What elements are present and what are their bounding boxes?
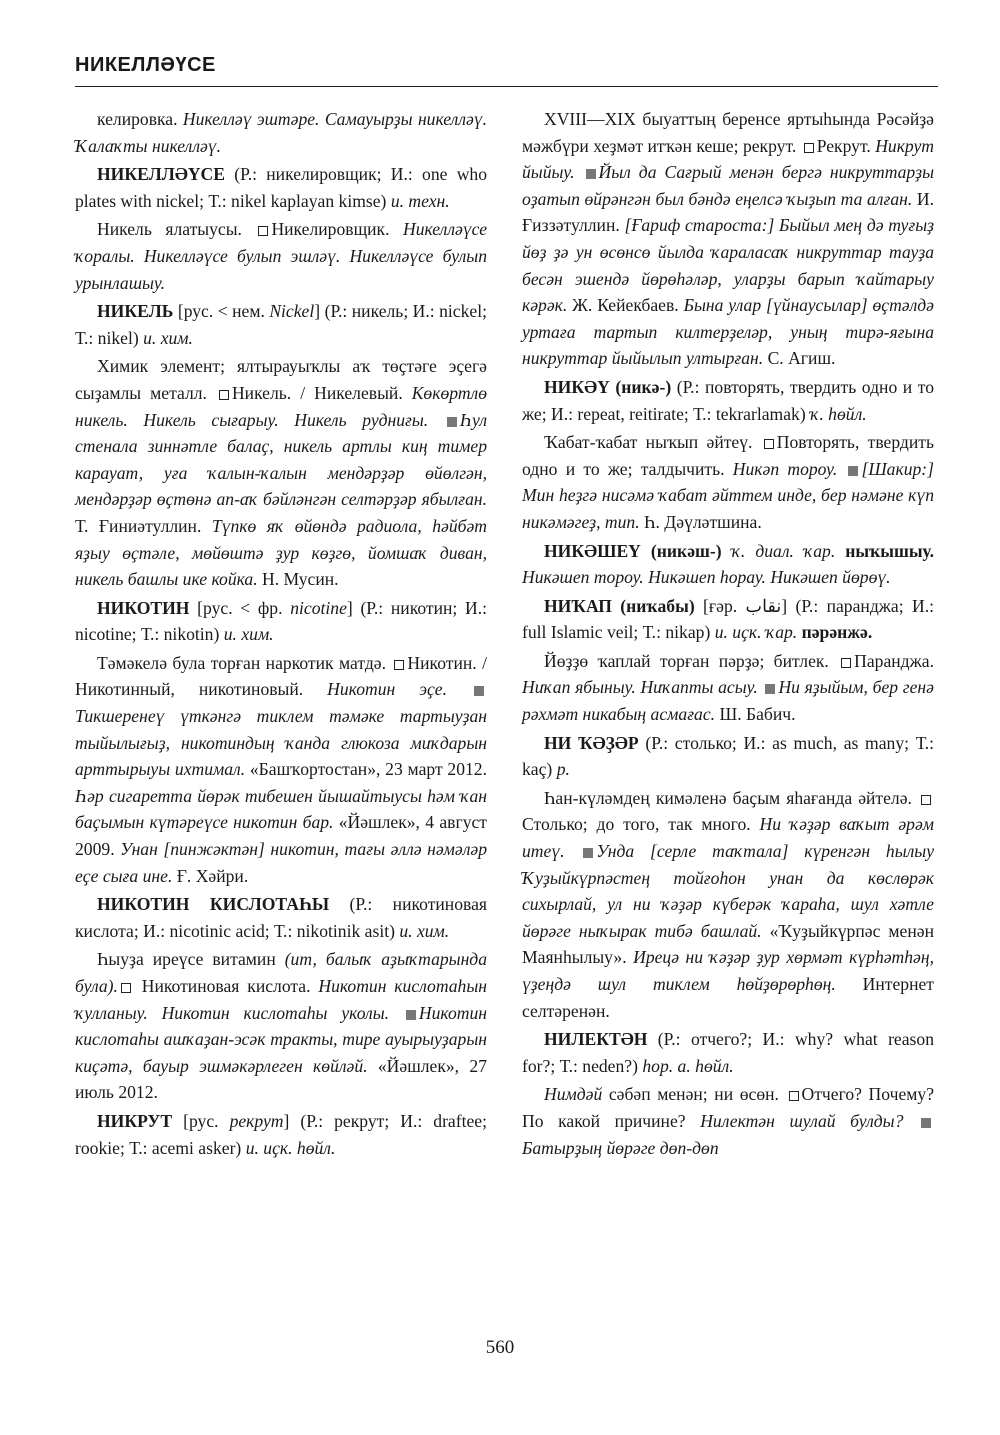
quotation-source: «Башҡортостан», 23 март 2012. xyxy=(245,759,487,780)
entry-text: ] (Р.: рекрут; И.: draftee; rookie; Т.: acemi asker) xyxy=(75,1110,487,1158)
translation-square-icon xyxy=(841,658,851,668)
dictionary-entry xyxy=(522,730,934,783)
translation-square-icon xyxy=(258,226,268,236)
example-text: Никотин эҫе. xyxy=(327,679,471,700)
quotation-text: Һул стенала зиннәтле балаҫ, никель артлы киң тимер карауат, уға ҡалын-ҡалын мендәрҙәр өйөлгән, мендәрҙәр өҫтөнә ап-аҡ бәйләнгән селтәрҙәр ябылған. xyxy=(75,409,487,510)
translation-square-icon xyxy=(789,1091,799,1101)
entry-headword: НИКРУТ xyxy=(97,1110,173,1131)
quotation-source: Т. Ғиниәтуллин. xyxy=(75,515,212,536)
entry-headword: НИКОТИН КИСЛОТАҺЫ xyxy=(97,894,330,915)
grammar-label: и. хим. xyxy=(223,624,274,645)
grammar-label: и. иҫк. һөйл. xyxy=(245,1137,336,1158)
quotation-source: «Йәшлек», 27 июль 2012. xyxy=(75,1055,487,1103)
quotation-source: И. Ғиззәтуллин. xyxy=(522,188,934,236)
quotation-square-icon xyxy=(586,169,596,179)
grammar-label: и. техн. xyxy=(390,190,450,211)
quotation-text: Йыл да Сағрый менән бергә никруттарҙы оҙатып өйрәнгән был бәндә еңелсә ҡыҙып та алған. xyxy=(522,162,934,209)
translation-square-icon xyxy=(394,660,404,670)
dictionary-entry xyxy=(75,298,487,351)
quotation-source: С. Агиш. xyxy=(763,348,836,369)
translation-square-icon xyxy=(764,439,774,449)
dictionary-entry xyxy=(522,374,934,427)
entry-text: (Р.: столько; И.: as much, as many; Т.: kaç) xyxy=(522,732,934,780)
entry-text: Һан-күләмдең кимәленә баҫым яһағанда әйтелә. xyxy=(544,787,918,808)
translation-square-icon xyxy=(219,390,229,400)
entry-text: ] (Р.: никель; И.: nickel; Т.: nikel) xyxy=(75,301,487,348)
quotation-square-icon xyxy=(583,848,593,858)
translation-text: Паранджа. xyxy=(854,650,934,671)
entry-text xyxy=(722,541,732,561)
definition-paragraph xyxy=(75,353,487,592)
example-text: (ит, балыҡ аҙыҡтарында була). xyxy=(75,949,488,996)
entry-headword: НИ ҠӘҘӘР xyxy=(544,732,639,753)
quotation-square-icon xyxy=(406,1010,416,1020)
entry-text: Тәмәкелә була торған наркотик матдә. xyxy=(97,652,392,673)
entry-headword: НИКӘШЕҮ (никәш-) xyxy=(544,540,722,561)
grammar-label: һор. а. һөйл. xyxy=(642,1055,734,1076)
dictionary-entry xyxy=(522,1026,934,1079)
translation-text: Столько; до того, так много. xyxy=(522,814,760,835)
entry-text: (Р.: никелировщик; И.: one who plates with nickel; Т.: nikel kaplayan kimse) xyxy=(75,164,487,211)
left-column xyxy=(75,106,487,1163)
grammar-label: и. хим. xyxy=(399,920,450,941)
quotation-text: [Ғариф староста:] Быйыл мең дә туғыҙ йөҙ ҙә ун өсөнсө йылда ҡараласаҡ никруттар тауҙа бесән эшендә йөрөһәләр, уларҙы барып ҡайтарыу кәрәк. xyxy=(522,215,935,316)
definition-paragraph xyxy=(75,106,487,159)
translation-text: Никотин. / Никотинный, никотиновый. xyxy=(75,652,487,700)
etymology-word: рекрут xyxy=(229,1110,284,1131)
entry-headword: НИКЕЛЬ xyxy=(97,301,174,322)
example-text: Никелләүсе ҡоралы. Никелләүсе булып эшләү. Никелләүсе булып урынлашыу. xyxy=(75,219,487,293)
dictionary-entry xyxy=(75,1108,487,1161)
entry-headword: НИКЕЛЛӘҮСЕ xyxy=(97,164,225,185)
definition-paragraph xyxy=(522,429,934,535)
quotation-source: «Йәшлек», 4 август 2009. xyxy=(75,812,487,860)
definition-paragraph xyxy=(75,216,487,296)
quotation-source: Ғ. Хәйри. xyxy=(172,865,249,886)
translation-text: Отчего? Почему? По какой причине? xyxy=(522,1084,935,1131)
example-text: Ни ҡәҙәр ваҡыт әрәм итеү. xyxy=(522,814,934,862)
definition-paragraph xyxy=(75,946,487,1106)
example-text: Нилектән шулай булды? xyxy=(700,1110,918,1131)
quotation-source: Һ. Дәүләтшина. xyxy=(639,511,762,532)
dictionary-entry xyxy=(522,593,934,646)
quotation-text: [Шакир:] Мин һеҙгә нисәмә ҡабат әйттем инде, бер нәмәне күп никәмәгеҙ, тип. xyxy=(522,458,935,532)
entry-text: (Р.: повторять, твердить одно и то же; И.: repeat, reitirate; Т.: tekrarlamak) xyxy=(522,376,934,424)
entry-headword: НИЛЕКТӘН xyxy=(544,1029,648,1050)
definition-paragraph xyxy=(522,106,934,372)
quotation-text: Бына улар [үйнаусылар] өҫтәлдә уртаға тартып килтерҙеләр, уның тирә-яғына никруттар йыйылып ултырған. xyxy=(522,295,934,369)
translation-text: Никель. / Никелевый. xyxy=(231,382,412,403)
entry-text xyxy=(835,541,845,561)
dictionary-entry xyxy=(522,538,934,591)
etymology-word: Nickel xyxy=(269,301,315,322)
quotation-text: Түпкө яҡ өйөндә радиола, һәйбәт яҙыу өҫтәле, мөйөштә ҙур көҙгө, йомшаҡ диван, никель башлы ике койка. xyxy=(75,515,487,590)
translation-text: Никотиновая кислота. xyxy=(133,976,319,996)
quotation-text: Батырҙың йөрәге дөп-дөп xyxy=(522,1137,719,1158)
example-text: Нимдәй xyxy=(544,1084,603,1105)
quotation-source: Интернет селтәренән. xyxy=(522,974,934,1021)
cross-reference: пәрәнжә. xyxy=(797,622,873,643)
entry-text: XVIII—XIX быуаттың беренсе яртыһында Рәсәйҙә мәжбүри хеҙмәт итҡән кеше; рекрут. xyxy=(522,109,934,156)
dictionary-entry xyxy=(75,891,487,944)
running-head: НИКЕЛЛӘҮСЕ xyxy=(75,54,216,76)
page-number: 560 xyxy=(485,1337,515,1358)
grammar-label: и. иҫк. ҡар. xyxy=(714,622,798,643)
quotation-source: Ш. Бабич. xyxy=(715,704,796,725)
quotation-square-icon xyxy=(447,417,457,427)
example-text: Ниҡап ябыныу. Ниҡапты асыу. xyxy=(522,677,763,698)
definition-paragraph xyxy=(522,648,934,728)
entry-headword: НИКӘҮ (никә-) xyxy=(544,376,672,397)
example-text: Никәшеп тороу. Никәшеп һорау. Никәшеп йөрөү. xyxy=(522,567,891,588)
entry-text: Һыуҙа иреүсе витамин xyxy=(97,949,285,970)
translation-text: Никелировщик. xyxy=(271,219,403,240)
entry-headword: НИКОТИН xyxy=(97,597,190,618)
translation-text: Рекрут. xyxy=(816,135,876,156)
entry-text: (Р.: никотиновая кислота; И.: nicotinic acid; Т.: nikotinik asit) xyxy=(75,894,487,941)
grammar-label: и. хим. xyxy=(143,327,193,348)
entry-text: Ҡабат-ҡабат ныҡып әйтеү. xyxy=(544,432,761,453)
definition-paragraph xyxy=(75,650,487,889)
quotation-text: Ирецә ни ҡәҙәр ҙур хөрмәт күрһәтһәң, үҙеңдә шул тиклем һөйҙөрөрһөң. xyxy=(522,947,934,994)
dictionary-entry xyxy=(75,161,487,214)
translation-square-icon xyxy=(921,795,931,805)
quotation-square-icon xyxy=(848,466,858,476)
quotation-square-icon xyxy=(921,1118,931,1128)
translation-square-icon xyxy=(121,983,131,993)
dictionary-entry xyxy=(75,595,487,648)
definition-paragraph xyxy=(522,785,934,1024)
quotation-square-icon xyxy=(474,686,484,696)
quotation-square-icon xyxy=(765,684,775,694)
example-text: Көкөртлө никель. Никель сығарыу. Никель рудниғы. xyxy=(75,382,487,430)
example-text: Никотин кислотаһын ҡулланыу. Никотин кислотаһы уколы. xyxy=(75,976,487,1023)
entry-text: [рус. < фр. xyxy=(189,597,291,618)
grammar-label: ҡ. һөйл. xyxy=(810,403,867,424)
quotation-text: Тикшеренеү үткәнгә тиклем тәмәке тартыуҙан тыйылығыҙ, никотиндың ҡанда глюкоза миҡдарын арттырыуы ихтимал. xyxy=(75,706,487,780)
entry-text: [ғәр. نقاب] (Р.: паранджа; И.: full Islamic veil; Т.: nikap) xyxy=(522,595,934,643)
cross-reference: ныҡышыу. xyxy=(845,540,934,561)
right-column xyxy=(522,106,934,1163)
entry-text: [рус. < нем. xyxy=(173,301,270,322)
quotation-text: Һәр сигаретта йөрәк тибешен йышайтыусы һәм ҡан баҫымын күтәреүсе никотин бар. xyxy=(75,785,487,833)
translation-text: Повторять, твердить одно и то же; талдычить. xyxy=(522,432,934,479)
quotation-text: Никотин кислотаһы ашҡаҙан-эсәк тракты, тире ауырыуҙарын киҫәтә, бауыр эшмәкәрлеген көйләй. xyxy=(75,1002,487,1076)
entry-text: Химик элемент; ялтырауыҡлы аҡ төҫтәге эҫегә сыҙамлы металл. xyxy=(75,356,487,403)
entry-text: [рус. xyxy=(172,1110,230,1131)
entry-text: Никель ялатыусы. xyxy=(97,219,256,240)
quotation-text: Унан [пинжәктән] никотин, тағы әллә нәмәләр еҫе сыға ине. xyxy=(75,839,487,886)
definition-paragraph xyxy=(522,1081,934,1161)
header-rule xyxy=(75,86,938,87)
grammar-label: ҡ. диал. ҡар. xyxy=(731,540,836,561)
etymology-word: nicotine xyxy=(290,597,347,618)
example-text: Никрут йыйыу. xyxy=(522,135,934,183)
entry-text: ] (Р.: никотин; И.: nicotine; Т.: nikotin) xyxy=(75,597,488,645)
quotation-source: Ж. Кейекбаев. xyxy=(567,295,684,316)
translation-square-icon xyxy=(804,143,814,153)
example-text: Никәп тороу. xyxy=(732,458,846,479)
entry-text: келировка. xyxy=(97,109,183,129)
grammar-label: р. xyxy=(556,759,570,780)
entry-headword: НИҠАП (ниҡабы) xyxy=(544,595,695,616)
quotation-text: Унда [серле таҡтала] күренгән һылыу Ҡуҙыйкүрпәстең тойғоһон унан да көслөрәк сихырлай, ул ни ҡәҙәр күберәк ҡараһа, шул хәтле йөрәге ныҡырак тибә башлай. xyxy=(522,841,935,941)
example-text: Никелләү эштәре. Самауырҙы никелләү. Ҡалаҡты никелләү. xyxy=(75,109,487,156)
quotation-source: Н. Мусин. xyxy=(257,569,339,590)
quotation-source: «Ҡуҙыйкүрпәс менән Маянһылыу». xyxy=(522,920,934,968)
entry-text: сәбәп менән; ни өсөн. xyxy=(602,1084,786,1105)
entry-text: (Р.: отчего?; И.: why? what reason for?; Т.: neden?) xyxy=(522,1029,934,1076)
quotation-text: Ни яҙыйым, бер генә рәхмәт никабың асмағас. xyxy=(522,677,934,725)
entry-text: Йөҙҙө ҡаплай торған пәрҙә; битлек. xyxy=(544,650,839,671)
